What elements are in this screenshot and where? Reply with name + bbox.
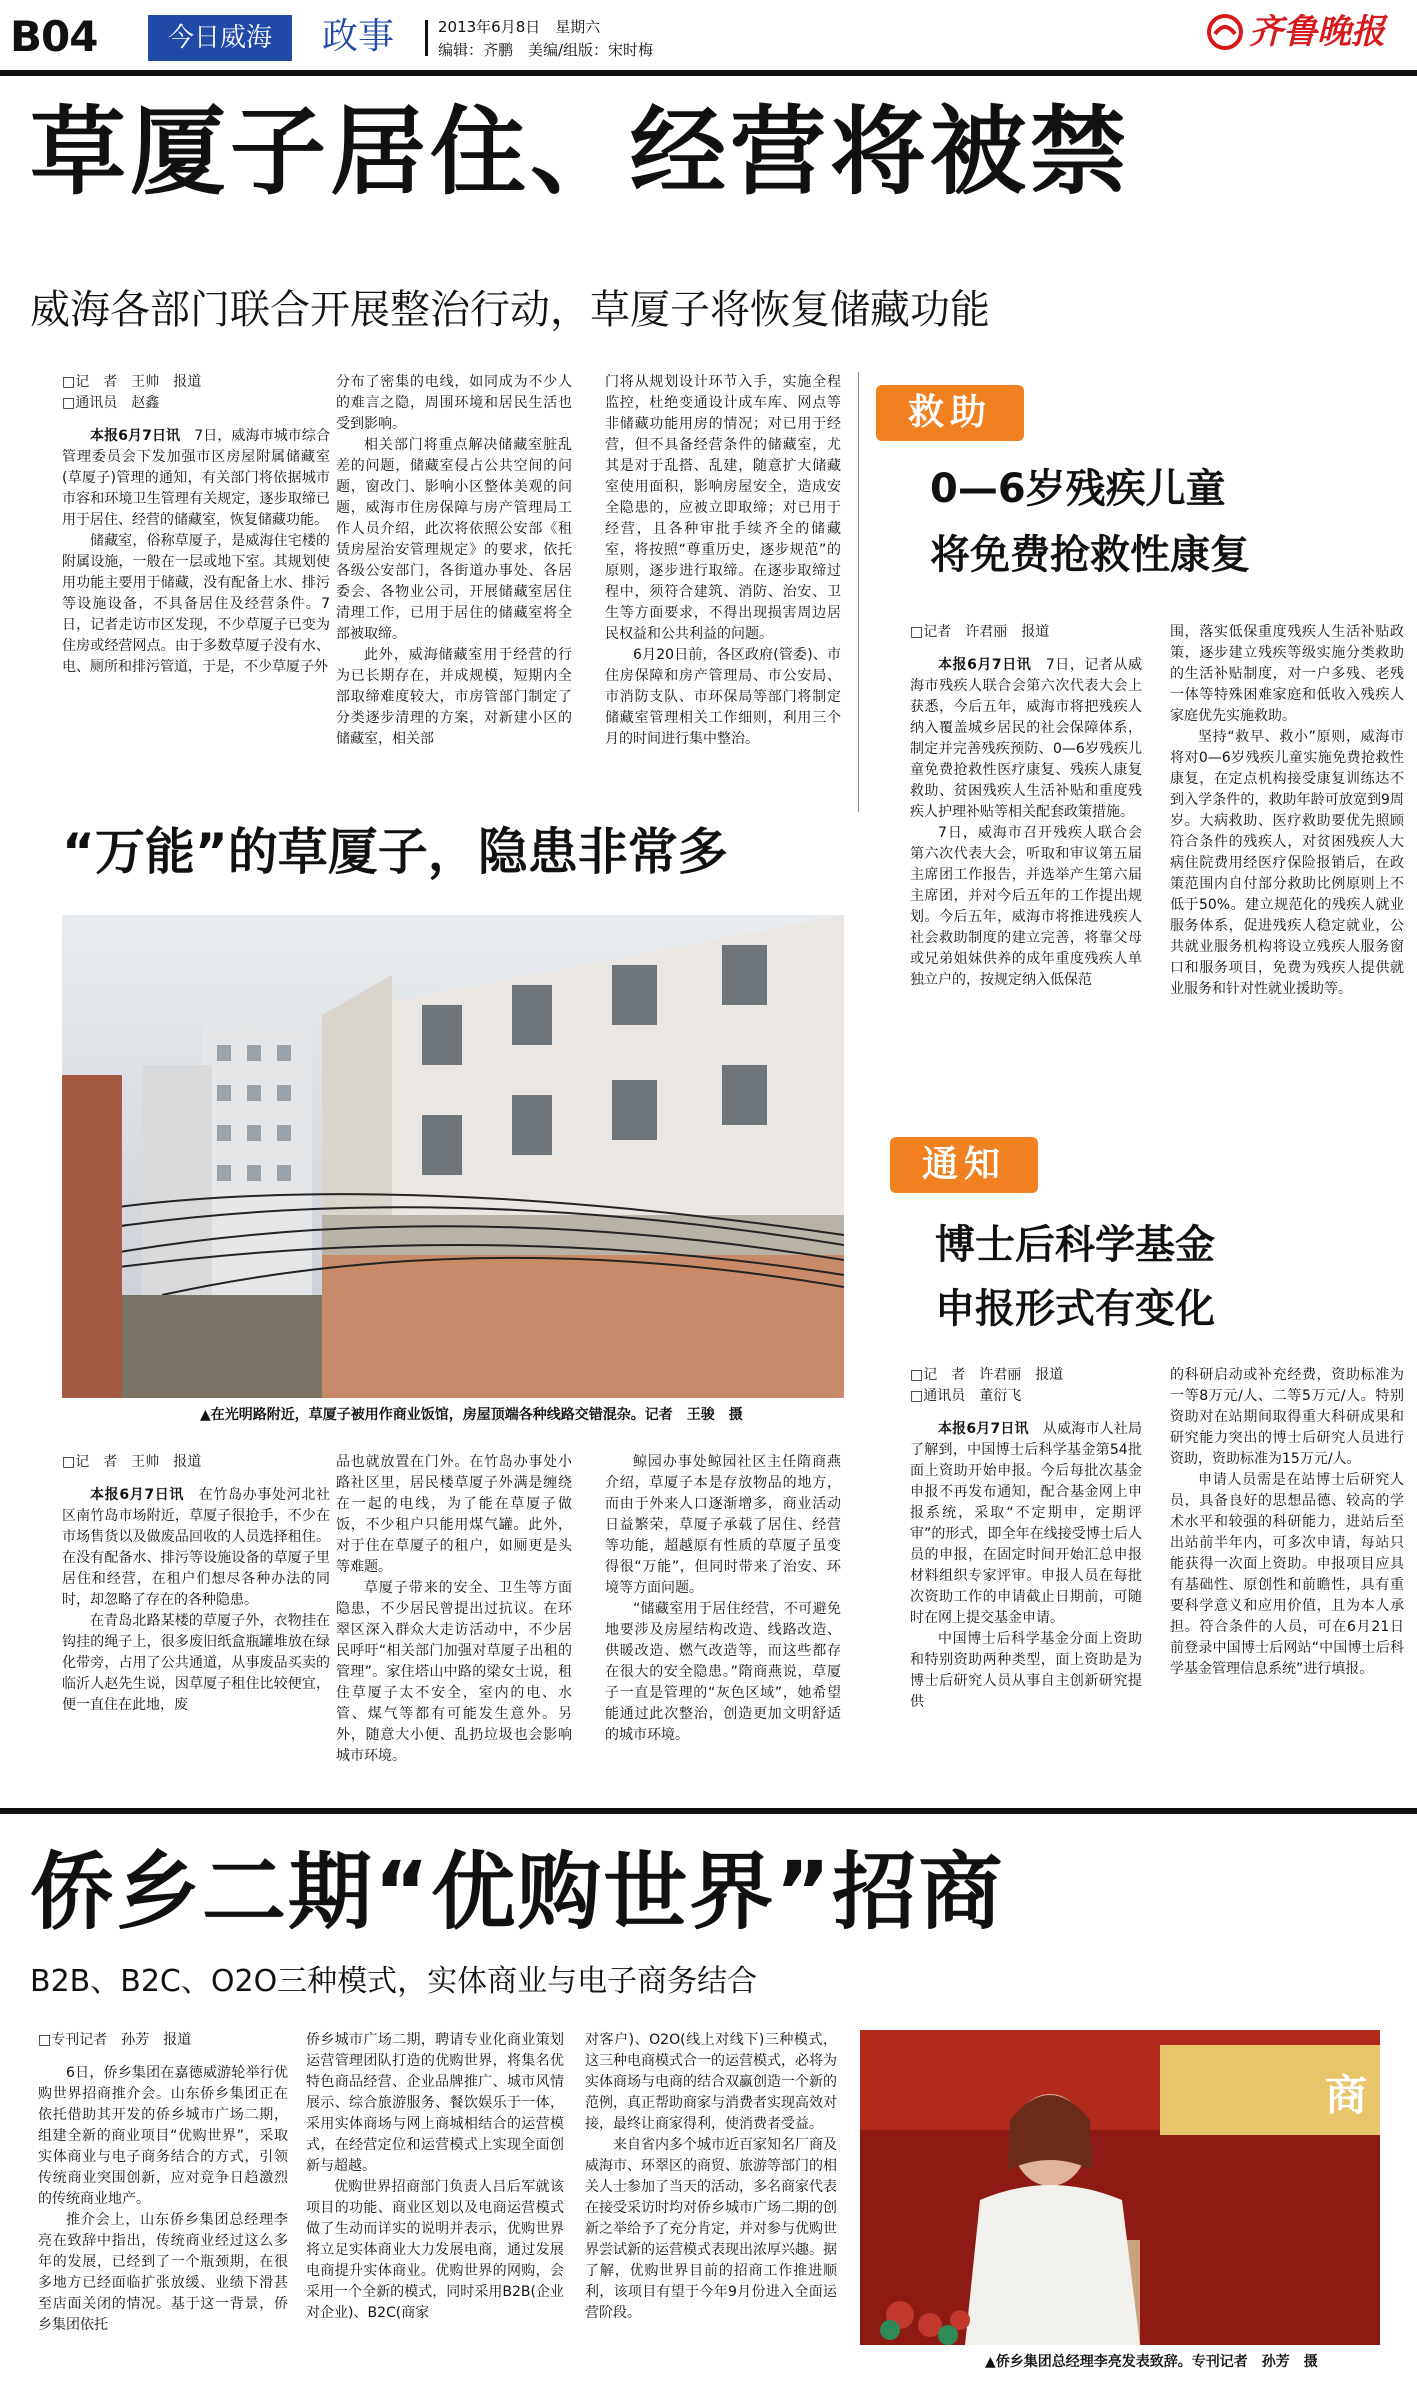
- paragraph: 6日，侨乡集团在嘉德威游轮举行优购世界招商推介会。山东侨乡集团正在依托借助其开发的侨乡城市广场二期，组建全新的商业项目“优购世界”，采取实体商业与电子商务结合的方式，引领传统商业突围创新，应对竞争日趋激烈的传统商业地产。: [38, 2065, 288, 2207]
- header-divider: [425, 20, 428, 56]
- paragraph: 对客户)、O2O(线上对线下)三种模式，这三种电商模式合一的运营模式，必将为实体商场与电商的结合双赢创造一个新的范例，真正帮助商家与消费者实现高效对接，最终让商家得利，使消费者受益。: [585, 2032, 837, 2132]
- paragraph: 中国博士后科学基金分面上资助和特别资助两种类型，面上资助是为博士后研究人员从事自主创新研究提供: [910, 1631, 1142, 1710]
- paragraph: 申请人员需是在站博士后研究人员，具备良好的思想品德、较高的学术水平和较强的科研能力，进站后至出站前半年内，可多次申请，每站只能获得一次面上资助。申报项目应具有基础性、原创性和前瞻性，具有重要科学意义和应用价值，且为本人承担。符合条件的人员，可在6月21日前登录中国博士后网站“中国博士后科学基金管理信息系统”进行填报。: [1170, 1472, 1404, 1677]
- section-rule: [0, 1808, 1417, 1814]
- story1-subhead: 威海各部门联合开展整治行动，草厦子将恢复储藏功能: [30, 287, 990, 333]
- tag-label: 救助: [907, 392, 992, 433]
- story2-headline-line2: 将免费抢救性康复: [930, 532, 1250, 578]
- story2-col1: [910, 622, 1142, 991]
- section-tab: [148, 15, 292, 61]
- paragraph: 本报6月7日讯 7日，威海市城市综合管理委员会下发加强市区房屋附属储藏室(草厦子)管理的通知，有关部门将依据城市市容和环境卫生管理有关规定，逐步取缔已用于居住、经营的储藏室，恢复储藏功能。: [62, 428, 330, 528]
- section-name: 政事: [322, 16, 395, 57]
- editor-line: 编辑：齐鹏 美编/组版：宋时梅: [438, 41, 654, 59]
- byline-reporter: □记 者 许君丽 报道: [910, 1367, 1064, 1383]
- tag-label: 通知: [921, 1144, 1006, 1185]
- story3-col1: [910, 1365, 1142, 1713]
- page-header: [0, 0, 1417, 70]
- paragraph: 本报6月7日讯 7日，记者从威海市残疾人联合会第六次代表大会上获悉，今后五年，威海市将把残疾人纳入覆盖城乡居民的社会保障体系，制定并完善残疾预防、0—6岁残疾儿童免费抢救性医疗康复、残疾人康复救助、贫困残疾人生活补贴和重度残疾人护理补贴等相关配套政策措施。: [910, 657, 1142, 820]
- story4-subhead: B2B、B2C、O2O三种模式，实体商业与电子商务结合: [30, 1964, 758, 1999]
- story1-headline: 草厦子居住、经营将被禁: [30, 96, 1130, 208]
- story1-col3: [605, 372, 841, 750]
- tag-rescue: [876, 385, 1024, 441]
- story1-sub-headline: “万能”的草厦子，隐患非常多: [62, 823, 728, 881]
- paragraph: 侨乡城市广场二期，聘请专业化商业策划运营管理团队打造的优购世界，将集名优特色商品经营、企业品牌推广、城市风情展示、综合旅游服务、餐饮娱乐于一体，采用实体商场与网上商城相结合的运营模式，在经营定位和运营模式上实现全面创新与超越。: [306, 2032, 564, 2174]
- story4-col2: [306, 2030, 564, 2324]
- paragraph: 门将从规划设计环节入手，实施全程监控，杜绝变通设计成车库、网点等非储藏功能用房的情况；对已用于经营，但不具备经营条件的储藏室，尤其是对于乱搭、乱建，随意扩大储藏室使用面积，影响房屋安全，造成安全隐患的，应被立即取缔；对已用于经营，且各种审批手续齐全的储藏室，将按照“尊重历史，逐步规范”的原则，逐步进行取缔。在逐步取缔过程中，须符合建筑、消防、治安、卫生等方面要求，不得出现损害周边居民权益和公共利益的问题。: [605, 374, 841, 642]
- header-rule: [0, 70, 1417, 76]
- byline-correspondent: □通讯员 董衍飞: [910, 1388, 1022, 1404]
- paragraph: 分布了密集的电线，如同成为不少人的难言之隐，周围环境和居民生活也受到影响。: [336, 374, 572, 432]
- byline-reporter: □记者 许君丽 报道: [910, 624, 1050, 640]
- paper-logo: [1205, 10, 1410, 54]
- photo-building: [62, 915, 844, 1398]
- story1-col5: [336, 1452, 572, 1767]
- section-tab-label: 今日威海: [167, 23, 272, 53]
- story1-col6: [605, 1452, 841, 1746]
- tag-notice: [890, 1137, 1038, 1193]
- paragraph: 围，落实低保重度残疾人生活补贴政策，逐步建立残疾等级实施分类救助的生活补贴制度，对一户多残、老残一体等特殊困难家庭和低收入残疾人家庭优先实施救助。: [1170, 624, 1404, 724]
- paragraph: 本报6月7日讯 从威海市人社局了解到，中国博士后科学基金第54批面上资助开始申报。今后每批次基金申报不再发布通知，配合基金网上申报系统，采取“不定期申，定期评审”的形式，即全年在线接受博士后人员的申报，在固定时间开始汇总申报材料组织专家评审。申报人员在每批次资助工作的申请截止日期前，可随时在网上提交基金申请。: [910, 1421, 1143, 1626]
- paragraph: “储藏室用于居住经营，不可避免地要涉及房屋结构改造、线路改造、供暖改造、燃气改造等，而这些都存在很大的安全隐患。”隋商燕说，草厦子一直是管理的“灰色区域”，她希望能通过此次整治，创造更加文明舒适的城市环境。: [605, 1601, 841, 1743]
- paragraph: 储藏室，俗称草厦子，是威海住宅楼的附属设施，一般在一层或地下室。其规划使用功能主要用于储藏，没有配备上水、排污等设施设备，不具备居住及经营条件。7日，记者走访市区发现，不少草厦子已变为住房或经营网点。由于多数草厦子没有水、电、厕所和排污管道，于是，不少草厦子外: [62, 533, 330, 675]
- byline-reporter: □记 者 王帅 报道: [62, 374, 202, 390]
- page-number: B04: [10, 12, 98, 61]
- paragraph: 在青岛北路某楼的草厦子外，衣物挂在钩挂的绳子上，很多废旧纸盒瓶罐堆放在绿化带旁，占用了公共通道，从事废品买卖的临沂人赵先生说，因草厦子租住比较便宜，便一直住在此地，废: [62, 1613, 330, 1713]
- story3-headline-line1: 博士后科学基金: [935, 1222, 1215, 1268]
- story2-col2: [1170, 622, 1404, 1000]
- story4-col3: [585, 2030, 837, 2324]
- newspaper-logo-icon: [1205, 12, 1245, 52]
- byline-reporter: □专刊记者 孙芳 报道: [38, 2032, 192, 2048]
- photo-caption: ▲侨乡集团总经理李亮发表致辞。专刊记者 孙芳 摄: [985, 2354, 1318, 2370]
- photo-sign: 商: [1325, 2071, 1368, 2120]
- story3-col2: [1170, 1365, 1404, 1680]
- paragraph: 此外，威海储藏室用于经营的行为已长期存在，并成规模，短期内全部取缔难度较大，市房管部门制定了分类逐步清理的方案，对新建小区的储藏室，相关部: [336, 647, 572, 747]
- paragraph: 坚持“救早、救小”原则，威海市将对0—6岁残疾儿童实施免费抢救性康复，在定点机构接受康复训练达不到入学条件的，救助年龄可放宽到9周岁。大病救助、医疗救助要优先照顾符合条件的残疾人，对贫困残疾人大病住院费用经医疗保险报销后，在政策范围内自付部分救助比例原则上不低于50%。建立规范化的残疾人就业服务体系，促进残疾人稳定就业，公共就业服务机构将设立残疾人服务窗口和服务项目，免费为残疾人提供就业服务和针对性就业援助等。: [1170, 729, 1404, 997]
- paragraph: 品也就放置在门外。在竹岛办事处小路社区里，居民楼草厦子外满是缠绕在一起的电线，为了能在草厦子做饭，不少租户只能用煤气罐。此外，对于住在草厦子的租户，如厕更是头等难题。: [336, 1454, 572, 1575]
- story3-headline-line2: 申报形式有变化: [935, 1286, 1215, 1332]
- story2-headline-line1: 0—6岁残疾儿童: [930, 466, 1226, 512]
- story1-col2: [336, 372, 572, 750]
- paragraph: 本报6月7日讯 在竹岛办事处河北社区南竹岛市场附近，草厦子很抢手，不少在市场售货以及做废品回收的人员选择租住。在没有配备水、排污等设施设备的草厦子里居住和经营，在租户们想尽各种办法的同时，却忽略了存在的各种隐患。: [62, 1487, 331, 1608]
- paragraph: 推介会上，山东侨乡集团总经理李亮在致辞中指出，传统商业经过这么多年的发展，已经到了一个瓶颈期，在很多地方已经面临扩张放缓、业绩下滑甚至店面关闭的情况。基于这一背景，侨乡集团依托: [38, 2212, 288, 2333]
- byline-reporter: □记 者 王帅 报道: [62, 1454, 202, 1470]
- paragraph: 鲸园办事处鲸园社区主任隋商燕介绍，草厦子本是存放物品的地方，而由于外来人口逐渐增多，商业活动日益繁荣，草厦子承载了居住、经营等功能，超越原有性质的草厦子虽变得很“万能”，但同时带来了治安、环境等方面问题。: [605, 1454, 841, 1596]
- date-line: 2013年6月8日 星期六: [438, 18, 601, 36]
- story1-col4: [62, 1452, 330, 1716]
- photo-speaker: [860, 2030, 1380, 2345]
- paragraph: 相关部门将重点解决储藏室脏乱差的问题，储藏室侵占公共空间的问题，窗改门、影响小区整体美观的问题，威海市住房保障与房产管理局工作人员介绍，此次将依照公安部《租赁房屋治安管理规定》的要求，依托各级公安部门，各街道办事处、各居委会、各物业公司，开展储藏室居住清理工作，已用于居住的储藏室将全部被取缔。: [336, 437, 572, 642]
- paper-name: 齐鲁晚报: [1249, 12, 1385, 52]
- story4-headline: 侨乡二期“优购世界”招商: [30, 1843, 1005, 1941]
- paragraph: 的科研启动或补充经费，资助标准为一等8万元/人、二等5万元/人。特别资助对在站期间取得重大科研成果和研究能力突出的博士后研究人员进行资助，资助标准为15万元/人。: [1170, 1367, 1404, 1467]
- column-divider: [858, 372, 859, 812]
- paragraph: 优购世界招商部门负责人吕后军就该项目的功能、商业区划以及电商运营模式做了生动而详实的说明并表示，优购世界将立足实体商业大力发展电商，通过发展电商提升实体商业。优购世界的网购，会采用一个全新的模式，同时采用B2B(企业对企业)、B2C(商家: [306, 2179, 564, 2321]
- paragraph: 草厦子带来的安全、卫生等方面隐患，不少居民曾提出过抗议。在环翠区深入群众大走访活动中，不少居民呼吁“相关部门加强对草厦子出租的管理”。家住塔山中路的梁女士说，租住草厦子太不安全，室内的电、水管、煤气等都有可能发生意外。另外，随意大小便、乱扔垃圾也会影响城市环境。: [336, 1580, 572, 1764]
- paragraph: 6月20日前，各区政府(管委)、市住房保障和房产管理局、市公安局、市消防支队、市环保局等部门将制定储藏室管理相关工作细则，利用三个月的时间进行集中整治。: [605, 647, 841, 747]
- paragraph: 7日，威海市召开残疾人联合会第六次代表大会，听取和审议第五届主席团工作报告，并选举产生第六届主席团，并对今后五年的工作提出规划。今后五年，威海市将推进残疾人社会救助制度的建立完善，将靠父母或兄弟姐妹供养的成年重度残疾人单独立户的，按规定纳入低保范: [910, 825, 1142, 988]
- story4-col1: [38, 2030, 288, 2336]
- story1-col1: [62, 372, 330, 678]
- byline-correspondent: □通讯员 赵鑫: [62, 395, 160, 411]
- paragraph: 来自省内多个城市近百家知名厂商及威海市、环翠区的商贸、旅游等部门的相关人士参加了当天的活动，多名商家代表在接受采访时均对侨乡城市广场二期的创新之举给予了充分肯定，并对参与优购世界尝试新的运营模式表现出浓厚兴趣。据了解，优购世界目前的招商工作推进顺利，该项目有望于今年9月份进入全面运营阶段。: [585, 2137, 837, 2321]
- photo-caption: ▲在光明路附近，草厦子被用作商业饭馆，房屋顶端各种线路交错混杂。记者 王骏 摄: [200, 1407, 743, 1423]
